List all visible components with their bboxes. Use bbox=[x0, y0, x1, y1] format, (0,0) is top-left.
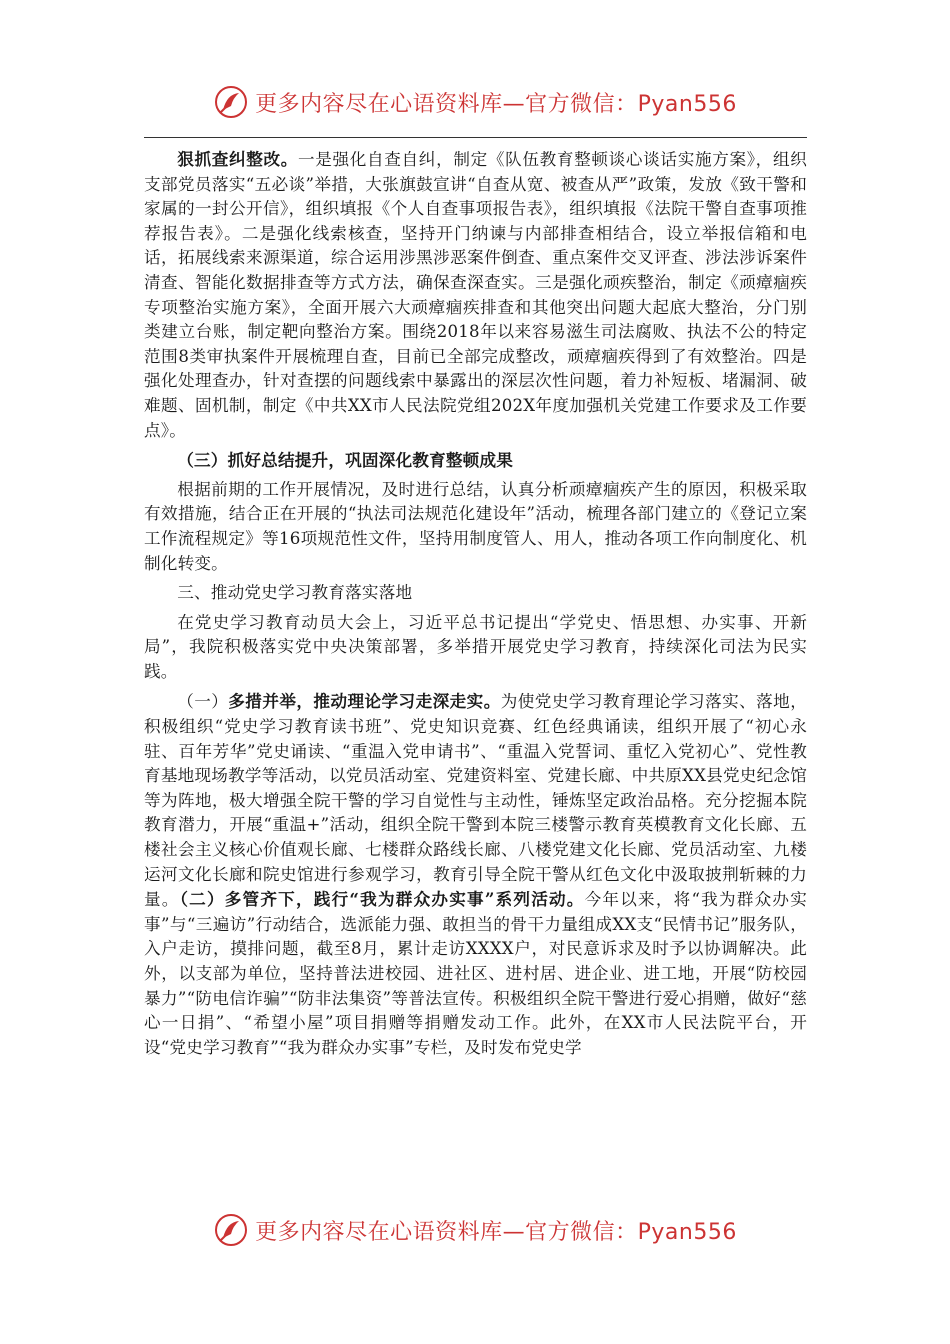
paragraph-text: 一是强化自查自纠，制定《队伍教育整顿谈心谈话实施方案》，组织支部党员落实“五必谈”举措，大张旗鼓宣讲“自查从宽、被查从严”政策，发放《致干警和家属的一封公开信》，组织填报《个人自查事项报告表》，组织填报《法院干警自查事项推荐报告表》。二是强化线索核查，坚持开门纳谏与内部排查相结合，设立举报信箱和电话，拓展线索来源渠道，综合运用涉黑涉恶案件倒查、重点案件交叉评查、涉法涉诉案件清查、智能化数据排查等方式方法，确保查深查实。三是强化顽疾整治，制定《顽瘴痼疾专项整治实施方案》，全面开展六大顽瘴痼疾排查和其他突出问题大起底大整治，分门别类建立台账，制定靶向整治方案。围绕2018年以来容易滋生司法腐败、执法不公的特定范围8类审执案件开展梳理自查，目前已全部完成整改，顽瘴痼疾得到了有效整治。四是强化处理查办，针对查摆的问题线索中暴露出的深层次性问题，着力补短板、堵漏洞、破难题、固机制，制定《中共XX市人民法院党组202X年度加强机关党建工作要求及工作要点》。 bbox=[144, 150, 807, 440]
paragraph-rectification bbox=[144, 147, 807, 443]
paragraph-lead: 多措并举，推动理论学习走深走实。 bbox=[228, 691, 501, 712]
paragraph-party-history-measures bbox=[144, 689, 807, 1060]
document-body bbox=[144, 147, 807, 1065]
header-banner bbox=[0, 82, 950, 122]
paragraph-text-second: 今年以来，将“我为群众办实事”与“三遍访”行动结合，选派能力强、敢担当的骨干力量组成XX支“民情书记”服务队，入户走访，摸排问题，截至8月，累计走访XXXX户，对民意诉求及时予以协调解决。此外，以支部为单位，坚持普法进校园、进社区、进村居、进企业、进工地，开展“防校园暴力”“防电信诈骗”“防非法集资”等普法宣传。积极组织全院干警进行爱心捐赠，做好“慈心一日捐”、“希望小屋”项目捐赠等捐赠发动工作。此外，在XX市人民法院平台，开设“党史学习教育”“我为群众办实事”专栏，及时发布党史学 bbox=[144, 890, 808, 1057]
header-banner-text: 更多内容尽在心语资料库—官方微信：Pyan556 bbox=[255, 91, 737, 117]
paragraph-summary: 根据前期的工作开展情况，及时进行总结，认真分析顽瘴痼疾产生的原因，积极采取有效措施，结合正在开展的“执法司法规范化建设年”活动，梳理各部门建立的《登记立案工作流程规定》等16项规范性文件，坚持用制度管人、用人，推动各项工作向制度化、机制化转变。 bbox=[144, 479, 807, 573]
footer-banner-text: 更多内容尽在心语资料库—官方微信：Pyan556 bbox=[255, 1219, 737, 1245]
paragraph-lead-second: （二）多管齐下，践行“我为群众办实事”系列活动。 bbox=[179, 889, 585, 910]
subheading-summary: （三）抓好总结提升，巩固深化教育整顿成果 bbox=[177, 450, 514, 471]
footer-banner bbox=[0, 1210, 950, 1250]
logo-icon bbox=[213, 84, 249, 120]
logo-icon bbox=[213, 1212, 249, 1248]
paragraph-party-history-intro: 在党史学习教育动员大会上，习近平总书记提出“学党史、悟思想、办实事、开新局”，我院积极落实党中央决策部署，多举措开展党史学习教育，持续深化司法为民实践。 bbox=[144, 612, 807, 681]
paragraph-prefix: （一） bbox=[177, 692, 229, 712]
header-rule bbox=[144, 137, 807, 138]
paragraph-text: 为使党史学习教育理论学习落实、落地，积极组织“党史学习教育读书班”、党史知识竞赛、红色经典诵读，组织开展了“初心永驻、百年芳华”党史诵读、“重温入党申请书”、“重温入党誓词、重忆入党初心”、党性教育基地现场教学等活动，以党员活动室、党建资料室、党建长廊、中共原XX县党史纪念馆等为阵地，极大增强全院干警的学习自觉性与主动性，锤炼坚定政治品格。充分挖掘本院教育潜力，开展“重温+”活动，组织全院干警到本院三楼警示教育英模教育文化长廊、五楼社会主义核心价值观长廊、七楼群众路线长廊、八楼党建文化长廊、党员活动室、九楼运河文化长廊和院史馆进行参观学习，教育引导全院干警从红色文化中汲取披荆斩棘的力量。 bbox=[144, 692, 807, 910]
section-heading-party-history: 三、推动党史学习教育落实落地 bbox=[177, 583, 413, 603]
paragraph-lead: 狠抓查纠整改。 bbox=[177, 149, 298, 169]
